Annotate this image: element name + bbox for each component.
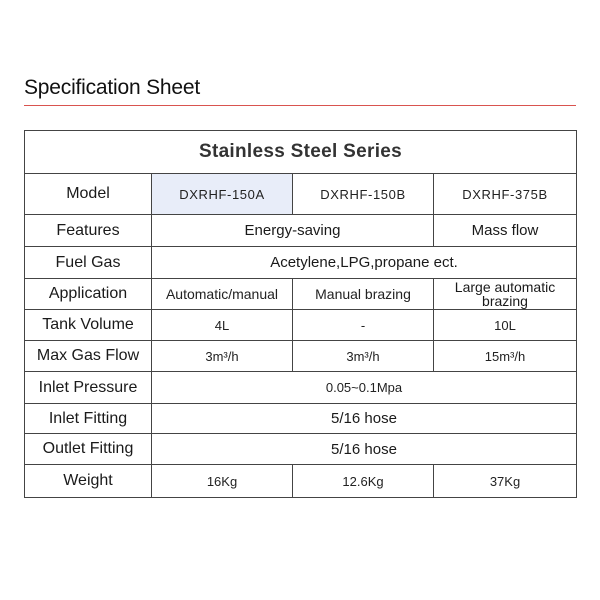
series-title: Stainless Steel Series xyxy=(25,131,577,174)
row-label-weight: Weight xyxy=(25,465,152,498)
outlet-fitting-cell: 5/16 hose xyxy=(152,434,577,465)
table-row-features xyxy=(25,215,577,247)
weight-cell-150b: 12.6Kg xyxy=(293,465,434,498)
max-gas-flow-cell-375b: 15m³/h xyxy=(434,341,577,372)
title-divider xyxy=(24,105,576,106)
weight-cell-375b: 37Kg xyxy=(434,465,577,498)
table-row-model xyxy=(25,174,577,215)
table-row-inlet-pressure xyxy=(25,372,577,404)
tank-volume-cell-375b: 10L xyxy=(434,310,577,341)
row-label-features: Features xyxy=(25,215,152,247)
features-cell-375b: Mass flow xyxy=(434,215,577,247)
row-label-inlet-fitting: Inlet Fitting xyxy=(25,404,152,434)
application-cell-150a: Automatic/manual xyxy=(152,279,293,310)
tank-volume-cell-150b: - xyxy=(293,310,434,341)
tank-volume-cell-150a: 4L xyxy=(152,310,293,341)
model-cell-150a: DXRHF-150A xyxy=(152,174,293,215)
table-row-max-gas-flow xyxy=(25,341,577,372)
application-cell-375b: Large automatic brazing xyxy=(434,279,577,310)
table-row-series xyxy=(25,131,577,174)
row-label-max-gas-flow: Max Gas Flow xyxy=(25,341,152,372)
table-row-weight xyxy=(25,465,577,498)
table-row-tank-volume xyxy=(25,310,577,341)
model-cell-150b: DXRHF-150B xyxy=(293,174,434,215)
table-row-outlet-fitting xyxy=(25,434,577,465)
row-label-fuel-gas: Fuel Gas xyxy=(25,247,152,279)
model-cell-375b: DXRHF-375B xyxy=(434,174,577,215)
row-label-inlet-pressure: Inlet Pressure xyxy=(25,372,152,404)
row-label-outlet-fitting: Outlet Fitting xyxy=(25,434,152,465)
table-row-application xyxy=(25,279,577,310)
table-row-fuel-gas xyxy=(25,247,577,279)
spec-table xyxy=(24,130,577,498)
features-cell-150: Energy-saving xyxy=(152,215,434,247)
application-cell-150b: Manual brazing xyxy=(293,279,434,310)
table-row-inlet-fitting xyxy=(25,404,577,434)
max-gas-flow-cell-150a: 3m³/h xyxy=(152,341,293,372)
row-label-application: Application xyxy=(25,279,152,310)
weight-cell-150a: 16Kg xyxy=(152,465,293,498)
max-gas-flow-cell-150b: 3m³/h xyxy=(293,341,434,372)
inlet-fitting-cell: 5/16 hose xyxy=(152,404,577,434)
fuel-gas-cell: Acetylene,LPG,propane ect. xyxy=(152,247,577,279)
inlet-pressure-cell: 0.05~0.1Mpa xyxy=(152,372,577,404)
row-label-model: Model xyxy=(25,174,152,215)
row-label-tank-volume: Tank Volume xyxy=(25,310,152,341)
page-title: Specification Sheet xyxy=(24,76,200,99)
